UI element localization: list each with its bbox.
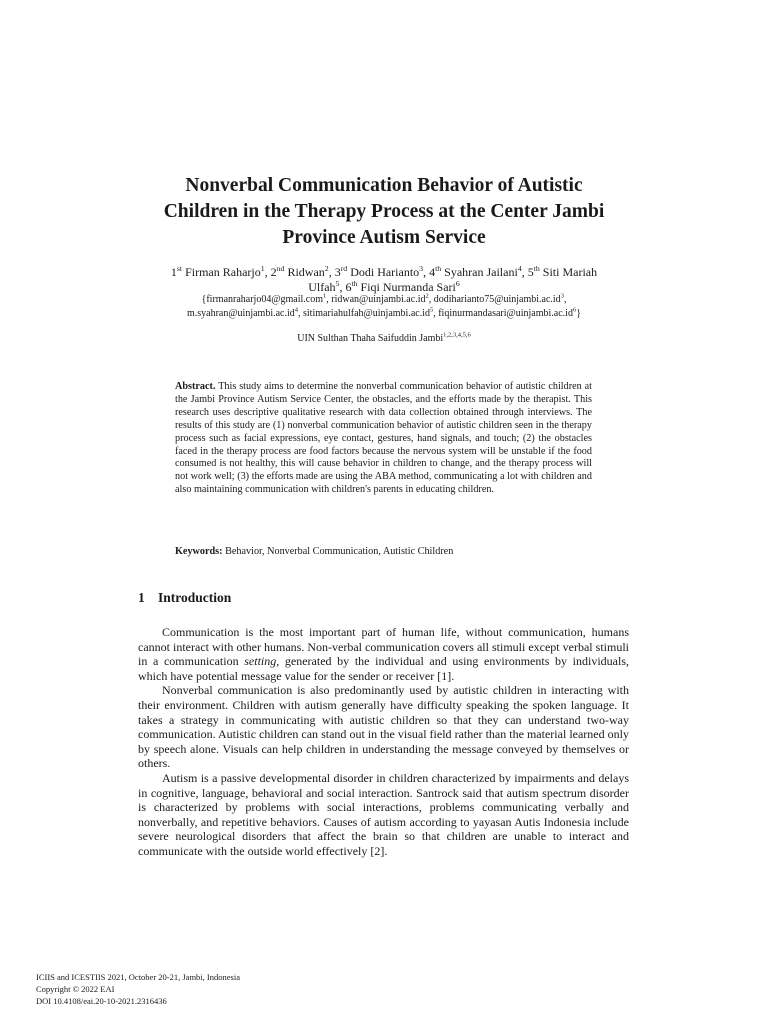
paragraph-text: Communication is the most important part of human life, without communication, humans cannot interact with other humans. Non-verbal communication covers all stimuli except verbal stimuli in a communication [138, 625, 629, 669]
email-mark: 1 [323, 292, 327, 300]
abstract [175, 381, 592, 497]
author-separator: , [328, 265, 335, 279]
abstract-label: Abstract. [175, 381, 216, 392]
paper-title [110, 173, 658, 251]
email-mark: 2 [425, 292, 429, 300]
email-mark: 6 [572, 306, 577, 314]
paragraph: Nonverbal communication is also predominantly used by autistic children in interacting with their environment. Children with autism generally have difficulty speaking the spoken language. It takes a strategy in communicating with autistic children so that they can understand two-way communication. Autistic children can stand out in the visual field rather than the material learned only by speech alone. Visuals can help children in understanding the message conveyed by themselves or others. [138, 683, 629, 771]
email-list [110, 293, 658, 321]
email-address: ridwan@uinjambi.ac.id [331, 294, 426, 305]
email-mark: 5 [429, 306, 434, 314]
author-mark: 4 [517, 264, 522, 273]
author-separator: , [521, 265, 528, 279]
paragraph: Autism is a passive developmental disorder in children characterized by impairments and delays in cognitive, language, behavioral and social interaction. Santrock said that autism spectrum disorder is characterized by problems with social interactions, problems communicating verbally and nonverbally, and repetitive behaviors. Causes of autism according to yayasan Autis Indonesia include severe neurological disorders that affect the brain so that children are unable to interact and communicate with the outside world effectively [2]. [138, 770, 629, 858]
author-mark: 6 [455, 279, 460, 288]
email-mark: 3 [560, 292, 564, 300]
author-ordinal: 3 [334, 265, 341, 279]
conference-info: ICIIS and ICESTIIS 2021, October 20-21, Jambi, Indonesia [36, 972, 240, 982]
page-footer [36, 971, 240, 1007]
email-address: {firmanraharjo04@gmail.com [201, 294, 324, 305]
author-name: Siti Mariah [542, 265, 598, 279]
email-line [110, 307, 658, 321]
author-name: Firman Raharjo [185, 265, 261, 279]
email-address: dodiharianto75@uinjambi.ac.id [433, 294, 561, 305]
author-mark: 3 [419, 264, 424, 273]
author-ordinal-suffix: st [176, 264, 183, 273]
author-ordinal-suffix: nd [276, 264, 285, 273]
author-name: Syahran Jailani [444, 265, 518, 279]
email-address: fiqinurmandasari@uinjambi.ac.id [438, 308, 573, 319]
doi: DOI 10.4108/eai.20-10-2021.2316436 [36, 996, 167, 1006]
author-ordinal: 2 [270, 265, 277, 279]
author-separator: , [264, 265, 271, 279]
email-separator: , [433, 308, 439, 319]
author-name: Dodi Harianto [350, 265, 420, 279]
email-mark: 4 [294, 306, 299, 314]
email-separator: , [298, 308, 304, 319]
author-separator: , [423, 265, 430, 279]
author-separator: , [339, 280, 346, 294]
keywords-text: Behavior, Nonverbal Communication, Autistic Children [225, 546, 454, 557]
email-separator: } [576, 308, 582, 319]
author-list [110, 265, 658, 295]
author-line [110, 265, 658, 280]
title-line: Children in the Therapy Process at the Center Jambi [163, 201, 605, 222]
title-line: Nonverbal Communication Behavior of Autistic [185, 175, 583, 196]
author-ordinal: 5 [527, 265, 534, 279]
author-ordinal: 4 [429, 265, 436, 279]
keywords-label: Keywords: [175, 546, 223, 557]
author-mark: 2 [324, 264, 329, 273]
affiliation [110, 332, 658, 345]
abstract-text: This study aims to determine the nonverbal communication behavior of autistic children at the Jambi Province Autism Service Center, the obstacles, and the efforts made by the therapist. This research uses descriptive qualitative research with data collection obtained through interviews. The results of this study are (1) nonverbal communication behavior of autistic children seen in the therapy process such as facial expressions, eye contact, gestures, hand signals, and touch; (2) the obstacles faced in the therapy process are food factors because the nervous system will be unstable if the food consumed is not healthy, this will cause behavior in children to change, and the therapy process will not work well; (3) the efforts made are using the ABA method, communicating a lot with children and also maintaining communication with children's parents in educating children. [175, 381, 592, 496]
email-line [110, 293, 658, 307]
email-separator: , [563, 294, 567, 305]
affiliation-marks: 1,2,3,4,5,6 [443, 331, 471, 339]
paragraph-text: generated by the individual and using environments by individuals, which have potential message value for the sender or receiver [1]. [138, 654, 629, 683]
keywords [175, 545, 592, 558]
paragraph [138, 625, 629, 683]
copyright: Copyright © 2022 EAI [36, 984, 115, 994]
author-name: Ulfah [308, 280, 336, 294]
author-ordinal: 1 [170, 265, 177, 279]
italic-term: setting, [244, 654, 280, 669]
section-heading [138, 590, 231, 606]
author-ordinal-suffix: rd [340, 264, 348, 273]
author-ordinal-suffix: th [435, 264, 442, 273]
section-title: Introduction [158, 590, 232, 605]
author-ordinal-suffix: th [533, 264, 540, 273]
email-separator: , [326, 294, 332, 305]
email-address: m.syahran@uinjambi.ac.id [186, 308, 295, 319]
section-number: 1 [138, 590, 145, 605]
affiliation-name: UIN Sulthan Thaha Saifuddin Jambi [297, 333, 444, 344]
author-ordinal: 6 [345, 280, 352, 294]
author-mark: 1 [260, 264, 265, 273]
body-text [138, 625, 629, 859]
author-ordinal-suffix: th [351, 279, 358, 288]
title-line: Province Autism Service [282, 227, 486, 248]
email-separator: , [428, 294, 434, 305]
author-mark: 5 [335, 279, 340, 288]
author-name: Fiqi Nurmanda Sari [360, 280, 456, 294]
author-name: Ridwan [287, 265, 325, 279]
email-address: sitimariahulfah@uinjambi.ac.id [303, 308, 430, 319]
